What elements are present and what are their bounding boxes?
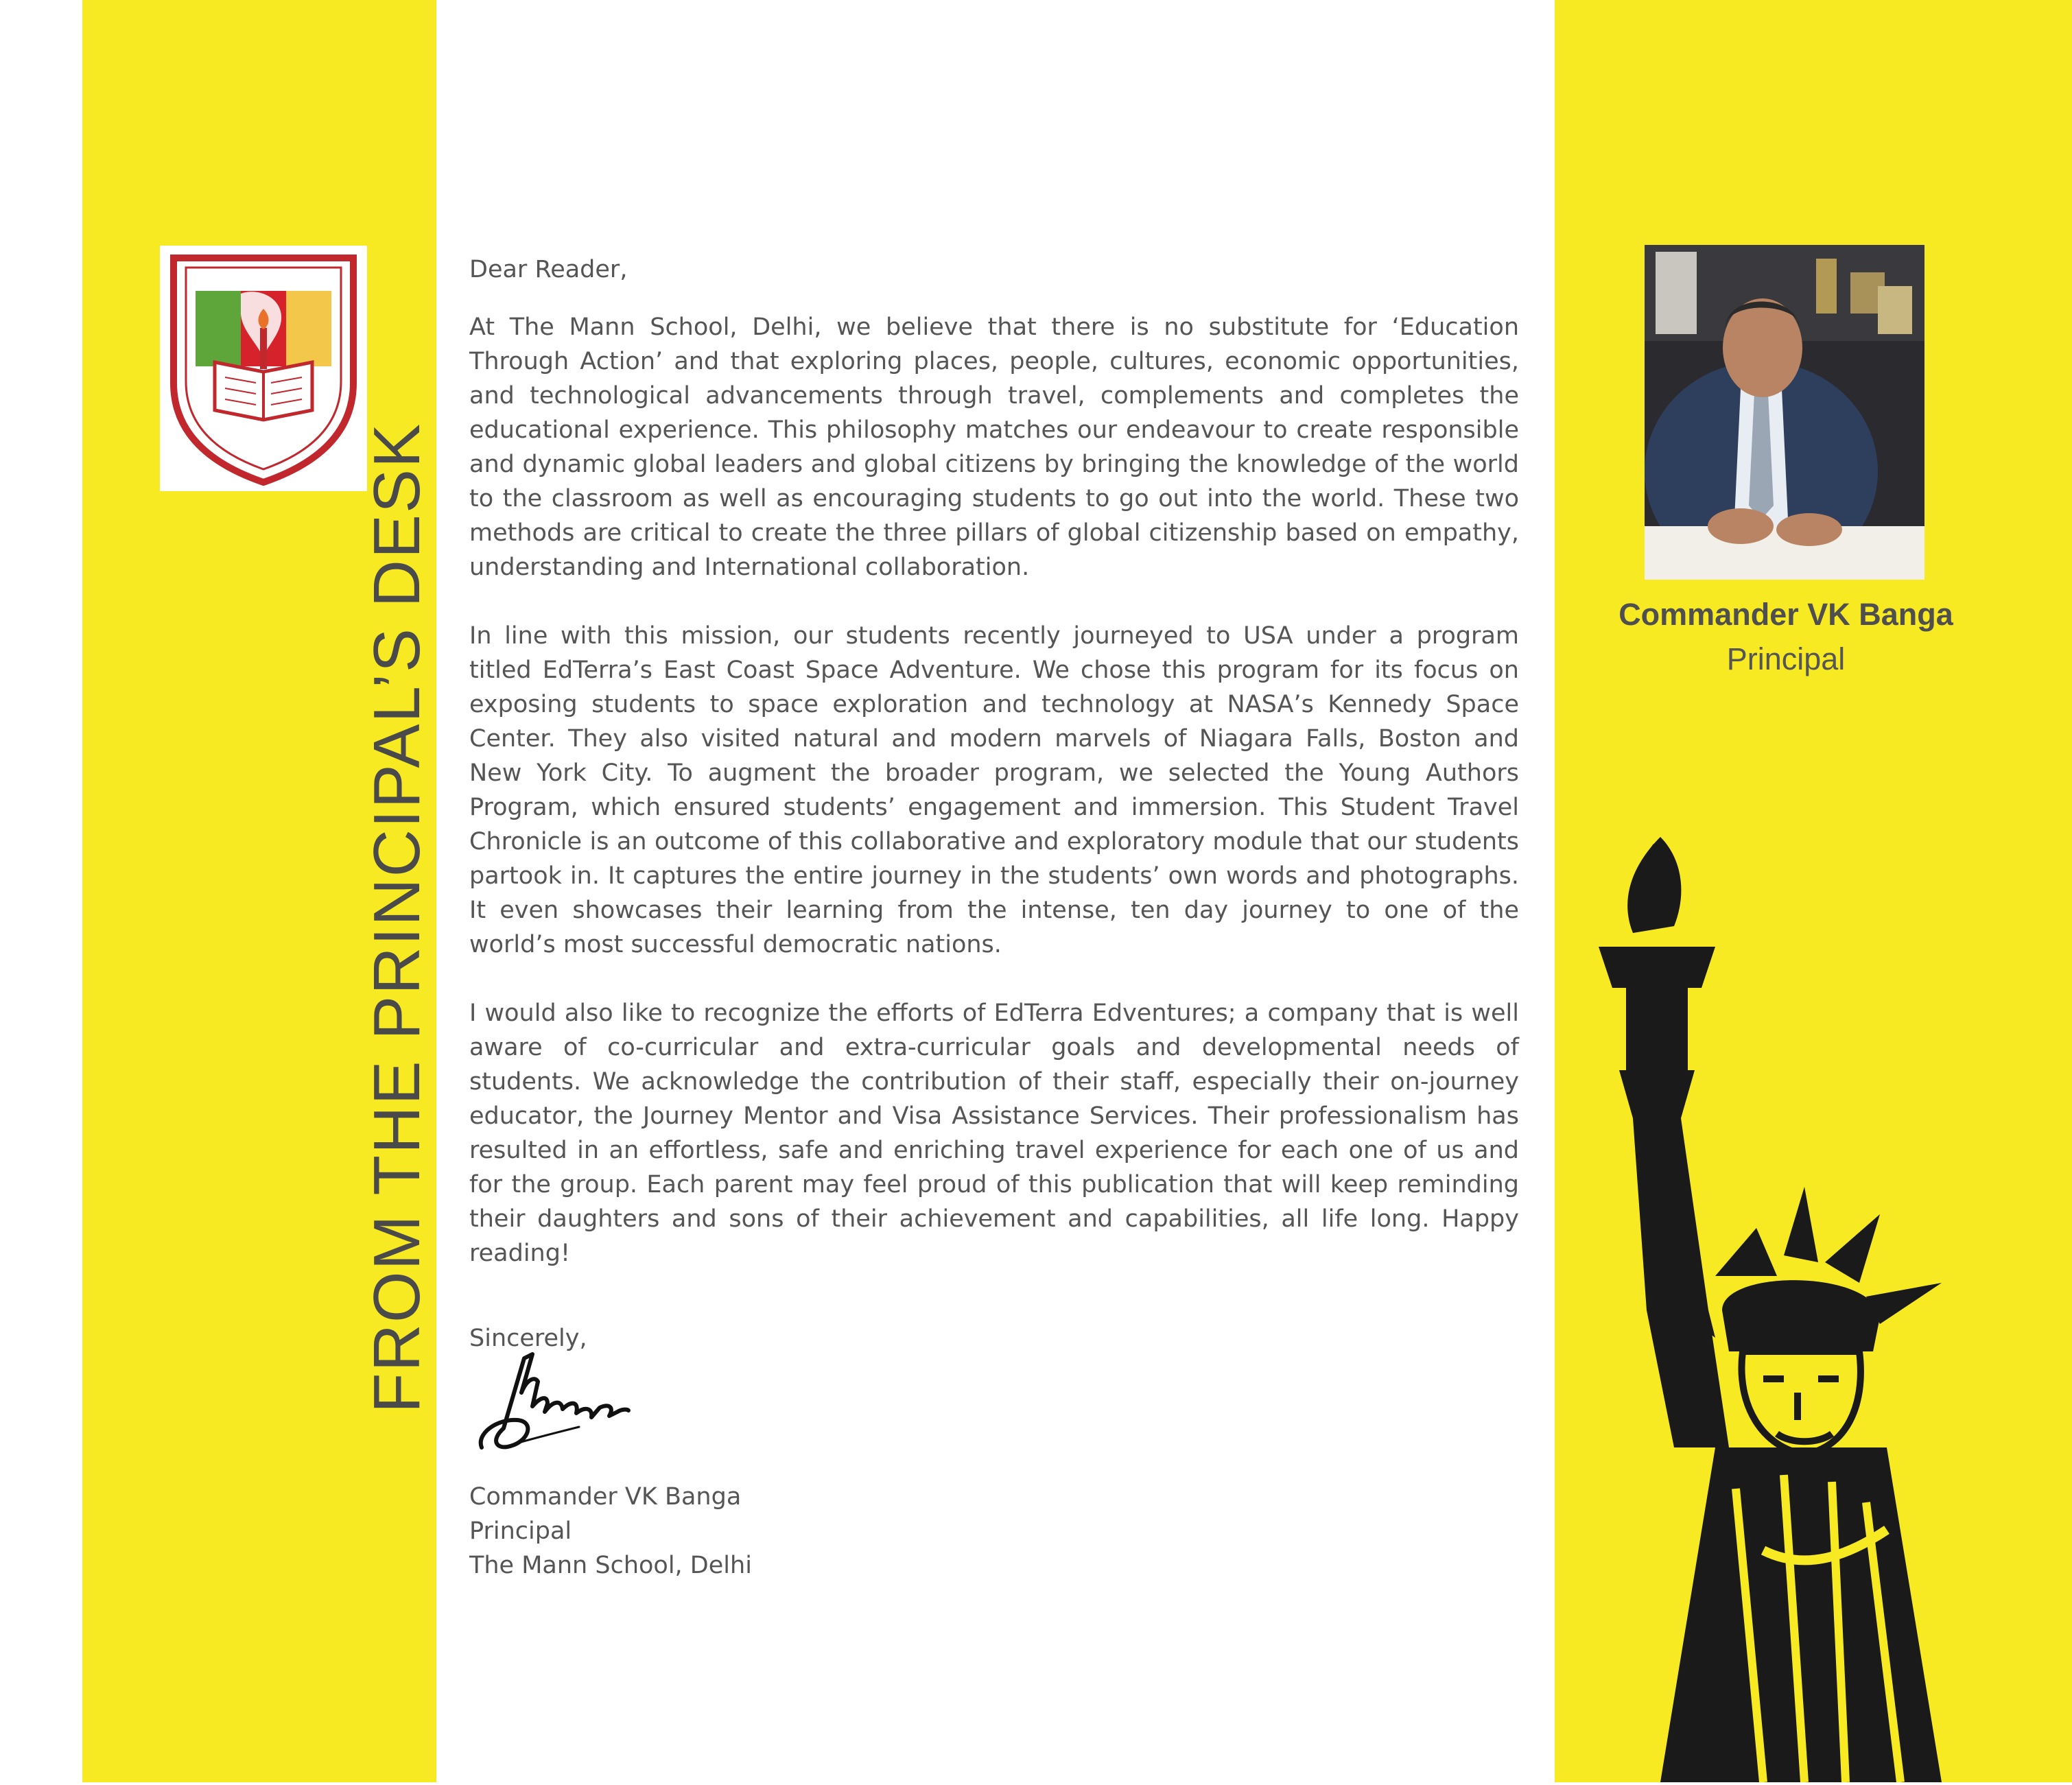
letter-salutation: Dear Reader,: [469, 256, 628, 283]
letter-body: [469, 252, 1519, 1356]
principal-photo: [1645, 245, 1924, 580]
profile-name: Commander VK Banga: [1618, 597, 1953, 632]
side-title: FROM THE PRINCIPAL’S DESK: [360, 422, 434, 1413]
handwritten-signature: [469, 1338, 675, 1461]
school-crest-icon: [160, 246, 367, 491]
school-logo: [160, 246, 367, 491]
signer-name: Commander VK Banga: [469, 1483, 742, 1511]
signature-block: [469, 1480, 752, 1583]
signer-school: The Mann School, Delhi: [469, 1552, 752, 1579]
letter-paragraph: In line with this mission, our students recently journeyed to USA under a program titled EdTerra’s East Coast Space Adventure. We chose this program for its focus on exposing students to space exploration and technology at NASA’s Kennedy Space Center. They also visited natural and modern marvels of Niagara Falls, Boston and New York City. To augment the broader program, we selected the Young Authors Program, which ensured students’ engagement and immersion. This Student Travel Chronicle is an outcome of this collaborative and exploratory module that our students partook in. It captures the entire journey in the students’ own words and photographs. It even showcases their learning from the intense, ten day journey to one of the world’s most successful democratic nations.: [469, 622, 1519, 958]
statue-of-liberty-illustration: [1557, 830, 2072, 1782]
letter-closing: Sincerely,: [469, 1325, 587, 1352]
letter-paragraph: I would also like to recognize the efforts of EdTerra Edventures; a company that is well aware of co-curricular and extra-curricular goals and developmental needs of students. We acknowledge the contribution of their staff, especially their on-journey educator, the Journey Mentor and Visa Assistance Services. Their professionalism has resulted in an effortless, safe and enriching travel experience for each one of us and for the group. Each parent may feel proud of this publication that will keep reminding their daughters and sons of their achievement and capabilities, all life long. Happy reading!: [469, 1000, 1519, 1267]
signer-role: Principal: [469, 1517, 572, 1545]
profile-role: Principal: [1726, 641, 1846, 676]
letter-paragraph: At The Mann School, Delhi, we believe that there is no substitute for ‘Education Through Action’ and that exploring places, people, cultures, economic opportunities, and technological advancements through travel, complements and completes the educational experience. This philosophy matches our endeavour to create responsible and dynamic global leaders and global citizens by bringing the knowledge of the world to the classroom as well as encouraging students to go out into the world. These two methods are critical to create the three pillars of global citizenship based on empathy, understanding and International collaboration.: [469, 314, 1519, 581]
